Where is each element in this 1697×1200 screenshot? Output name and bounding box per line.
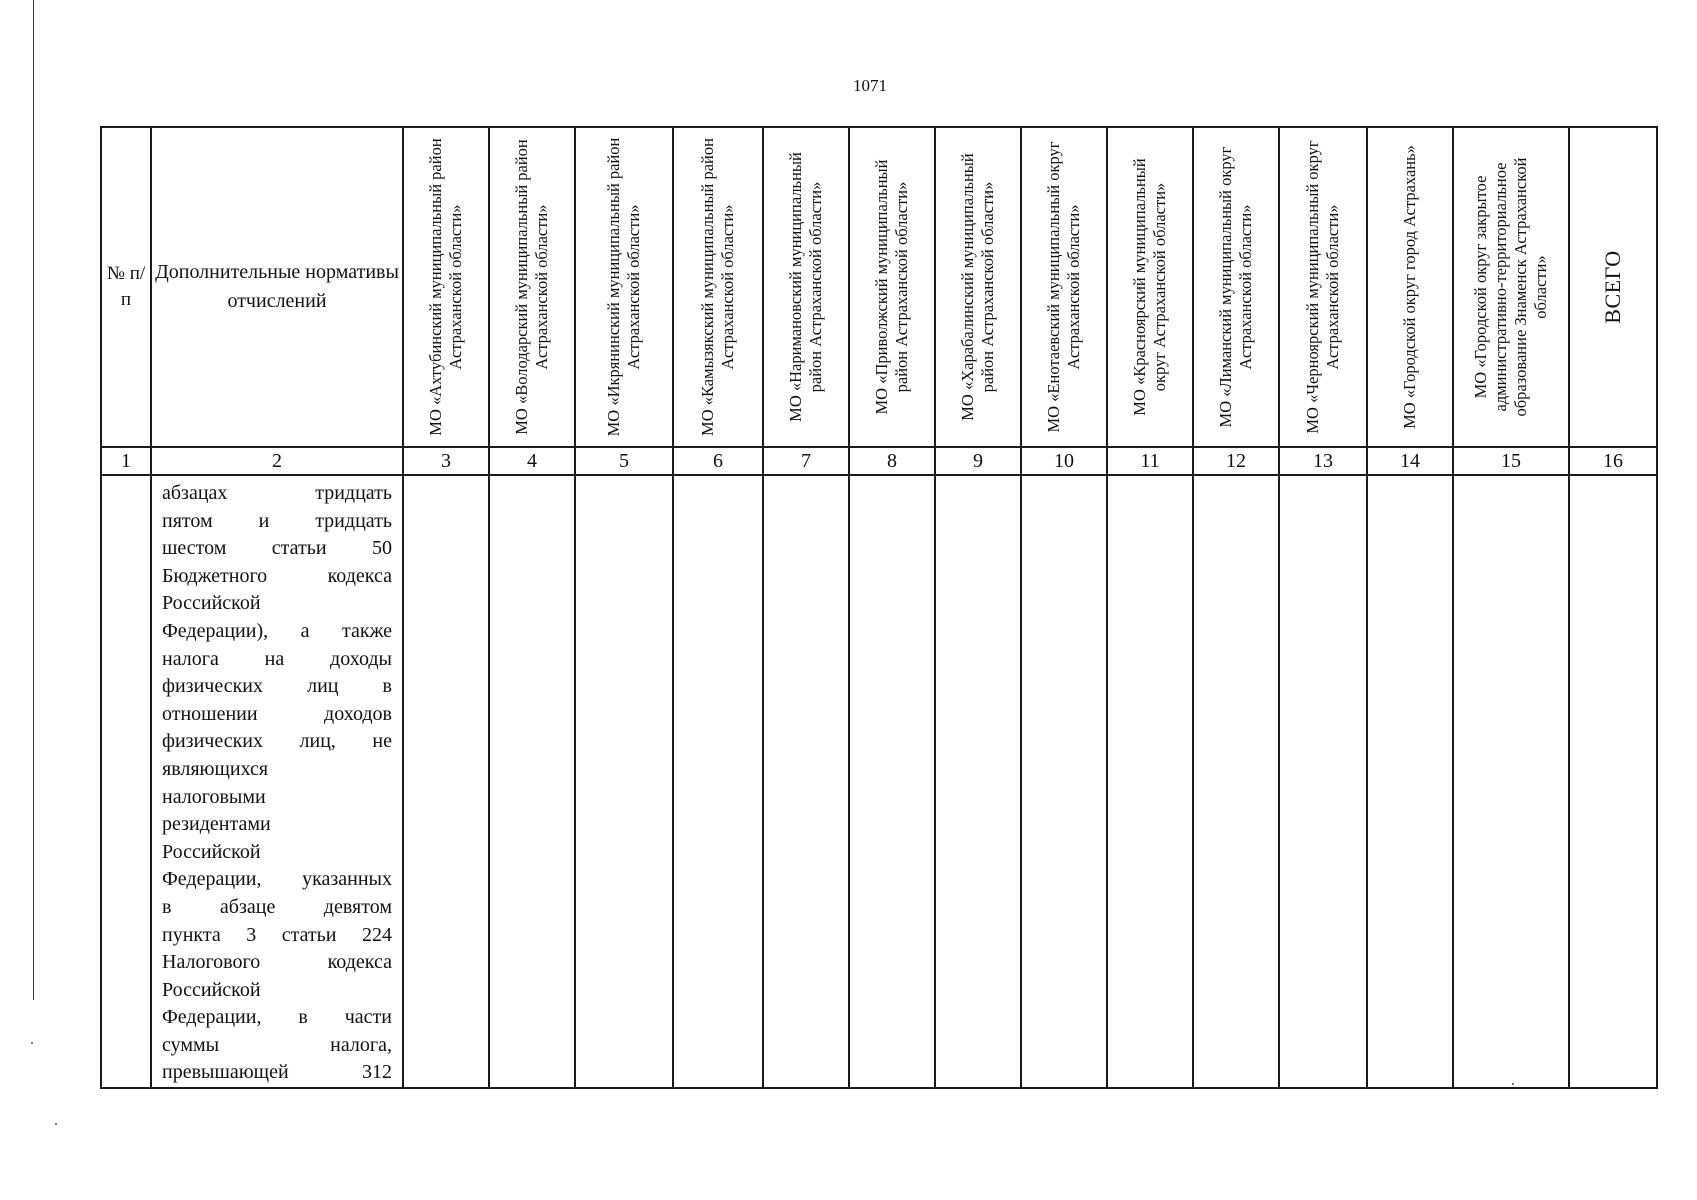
column-index: 8: [849, 447, 935, 475]
header-cell-total: [1569, 127, 1657, 447]
page-number: 1071: [853, 76, 887, 95]
value-cell: [1569, 475, 1657, 1088]
municipality-header-label: МО «Камызякский муниципальный район Астраханской области»: [698, 138, 737, 436]
text-line: превышающей 312: [162, 1061, 392, 1084]
column-index: 16: [1569, 447, 1657, 475]
scan-speck: [55, 1123, 57, 1125]
text-line: Налогового кодекса: [162, 951, 392, 974]
value-cell: [763, 475, 849, 1088]
header-cell-municipality: [1367, 127, 1453, 447]
value-cell: [1367, 475, 1453, 1088]
column-index: 10: [1021, 447, 1107, 475]
column-index: 2: [151, 447, 403, 475]
text-line: Российской: [162, 840, 261, 863]
text-line: Бюджетного кодекса: [162, 564, 392, 587]
header-cell-municipality: [763, 127, 849, 447]
header-cell-municipality: [1021, 127, 1107, 447]
municipality-header-label: МО «Енотаевский муниципальный округ Астраханской области»: [1044, 141, 1083, 433]
row-number-cell: [101, 475, 151, 1088]
column-index: 4: [489, 447, 575, 475]
value-cell: [849, 475, 935, 1088]
header-cell-municipality: [575, 127, 673, 447]
column-index: 1: [101, 447, 151, 475]
text-line: отношении доходов: [162, 702, 392, 725]
municipality-header-label: МО «Ахтубинский муниципальный район Астраханской области»: [426, 138, 465, 436]
text-line: суммы налога,: [162, 1033, 392, 1056]
text-line: Российской: [162, 978, 261, 1001]
municipality-header-label: МО «Приволжский муниципальный район Астраханской области»: [872, 159, 911, 415]
header-cell-number: № п/п: [101, 127, 151, 447]
header-cell-municipality: [403, 127, 489, 447]
header-cell-municipality: [1279, 127, 1367, 447]
municipality-header-label: МО «Икрянинский муниципальный район Астраханской области»: [604, 137, 643, 437]
text-line: налога на доходы: [162, 647, 392, 670]
text-line: физических лиц, не: [162, 730, 392, 753]
column-index: 9: [935, 447, 1021, 475]
header-cell-municipality: [935, 127, 1021, 447]
municipality-header-label: МО «Наримановский муниципальный район Астраханской области»: [786, 152, 825, 422]
column-index: 12: [1193, 447, 1279, 475]
column-index: 3: [403, 447, 489, 475]
text-line: Федерации, указанных: [162, 868, 392, 891]
description-text: [152, 476, 402, 1087]
header-cell-municipality: [673, 127, 763, 447]
value-cell: [1107, 475, 1193, 1088]
table-row: [101, 475, 1657, 1088]
value-cell: [935, 475, 1021, 1088]
municipality-header-label: МО «Красноярский муниципальный округ Астраханской области»: [1130, 158, 1169, 416]
header-cell-municipality: [849, 127, 935, 447]
header-cell-municipality: [489, 127, 575, 447]
municipality-header-label: МО «Городской округ закрытое административно-территориальное образование Знаменск Астраханской области»: [1471, 157, 1550, 417]
municipality-header-label: МО «Володарский муниципальный район Астраханской области»: [512, 139, 551, 435]
column-index: 7: [763, 447, 849, 475]
header-cell-municipality: [1107, 127, 1193, 447]
text-line: физических лиц в: [162, 675, 392, 698]
scan-edge-line: [33, 0, 34, 1000]
value-cell: [489, 475, 575, 1088]
column-index: 14: [1367, 447, 1453, 475]
municipality-header-label: МО «Лиманский муниципальный округ Астраханской области»: [1216, 146, 1255, 428]
text-line: Российской: [162, 592, 261, 615]
header-cell-municipality: [1453, 127, 1569, 447]
text-line: налоговыми: [162, 785, 266, 808]
column-index: 5: [575, 447, 673, 475]
header-cell-description: Дополнительные нормативы отчислений: [151, 127, 403, 447]
column-index: 13: [1279, 447, 1367, 475]
value-cell: [575, 475, 673, 1088]
text-line: пятом и тридцать: [162, 509, 392, 532]
total-header-label: ВСЕГО: [1600, 250, 1625, 324]
text-line: абзацах тридцать: [162, 482, 392, 504]
value-cell: [403, 475, 489, 1088]
text-line: резидентами: [162, 813, 271, 836]
value-cell: [1453, 475, 1569, 1088]
text-line: пункта 3 статьи 224: [162, 923, 392, 946]
text-line: Федерации), а также: [162, 619, 392, 642]
row-description-cell: [151, 475, 403, 1088]
value-cell: [1193, 475, 1279, 1088]
allocation-norms-table: [100, 126, 1658, 1089]
value-cell: [673, 475, 763, 1088]
scan-speck: [31, 1042, 33, 1044]
value-cell: [1021, 475, 1107, 1088]
header-cell-municipality: [1193, 127, 1279, 447]
column-index: 11: [1107, 447, 1193, 475]
municipality-header-label: МО «Харабалинский муниципальный район Астраханской области»: [958, 153, 997, 421]
municipality-header-label: МО «Черноярский муниципальный округ Астраханской области»: [1303, 140, 1342, 434]
table-header-row: [101, 127, 1657, 447]
text-line: в абзаце девятом: [162, 895, 392, 918]
text-line: Федерации, в части: [162, 1006, 392, 1029]
text-line: являющихся: [162, 757, 269, 780]
column-index: 15: [1453, 447, 1569, 475]
column-index: 6: [673, 447, 763, 475]
column-index-row: [101, 447, 1657, 475]
municipality-header-label: МО «Городской округ город Астрахань»: [1400, 145, 1419, 429]
value-cell: [1279, 475, 1367, 1088]
text-line: шестом статьи 50: [162, 537, 392, 560]
